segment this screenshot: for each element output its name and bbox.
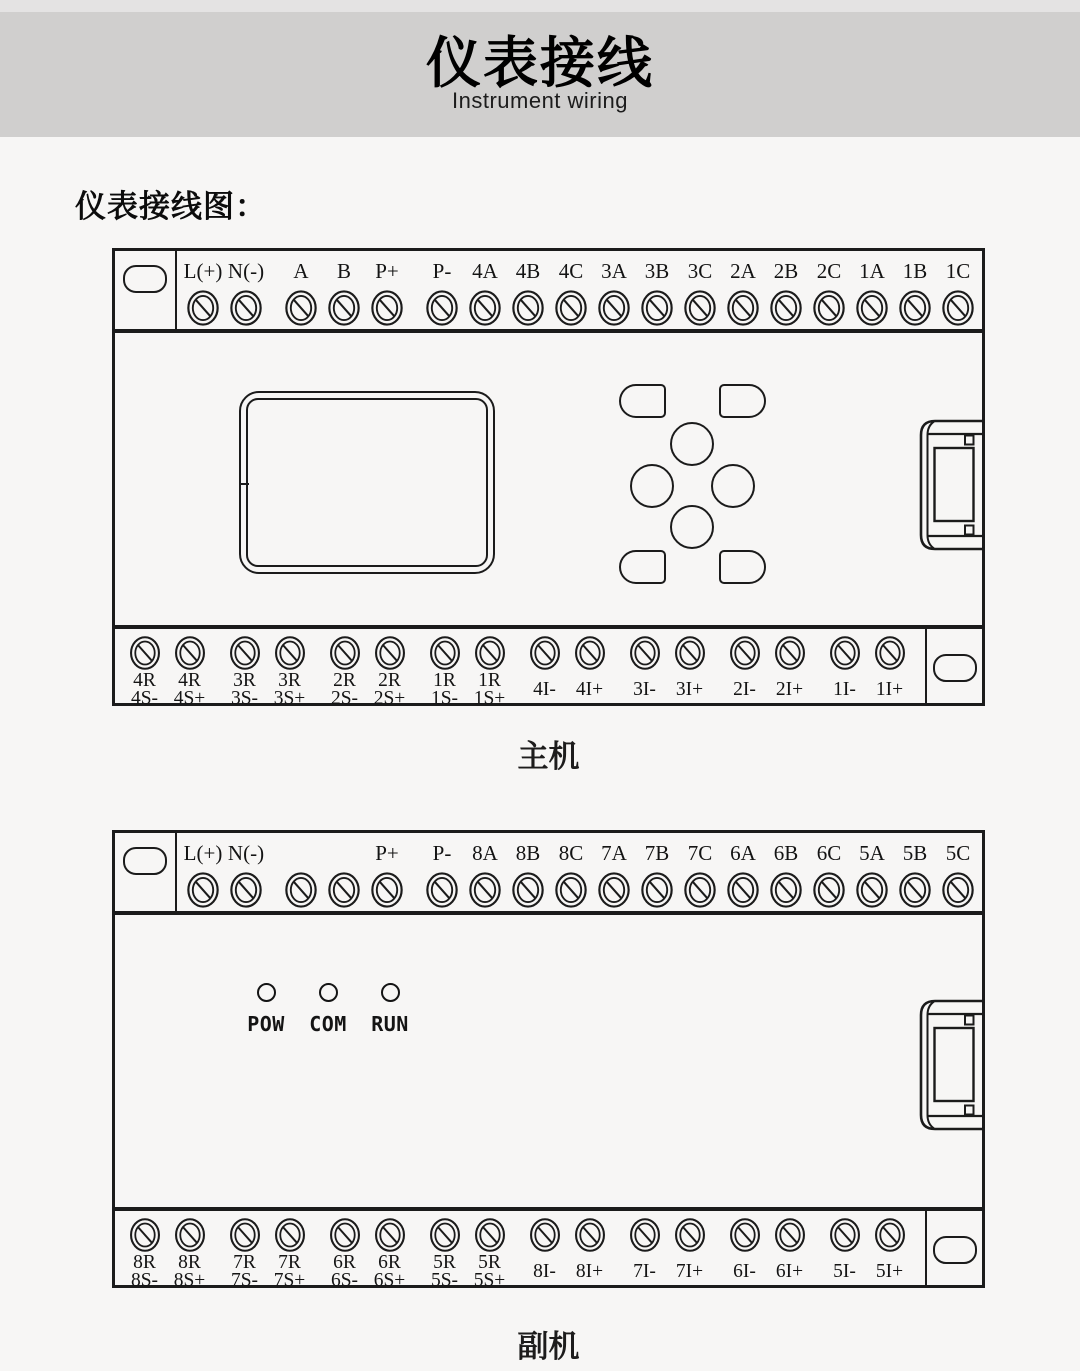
terminal-3B	[637, 256, 677, 327]
terminal-A	[281, 256, 321, 327]
terminal-label: 5A	[859, 841, 885, 865]
terminal-label: 2B	[773, 259, 799, 283]
screw-terminal-icon	[370, 871, 404, 909]
side-connector-icon	[919, 419, 985, 551]
terminal-label: 6C	[816, 841, 842, 865]
screw-terminal-icon	[597, 289, 631, 327]
terminal-label: 3I-	[633, 678, 656, 700]
screw-terminal-icon	[683, 289, 717, 327]
terminal-label: B	[336, 259, 351, 283]
terminal-7R/7S-	[222, 1214, 267, 1291]
screw-terminal-icon	[726, 289, 760, 327]
screw-terminal-icon	[812, 871, 846, 909]
led-pow	[235, 983, 297, 1036]
terminal-label: 5B	[902, 841, 928, 865]
terminal-label: L(+)	[183, 841, 223, 865]
screw-terminal-icon	[828, 1217, 862, 1253]
terminal-label: 4R 4S-	[130, 669, 159, 709]
terminal-label: 4I-	[533, 678, 556, 700]
mounting-hole-section	[115, 833, 177, 911]
terminal-6I+	[767, 1214, 812, 1291]
header-band	[0, 12, 1080, 137]
keypad-bottom-right-button	[719, 550, 766, 584]
screw-terminal-icon	[597, 871, 631, 909]
terminal-1C	[938, 256, 978, 327]
screw-terminal-icon	[173, 635, 207, 671]
secondary-unit-diagram	[112, 830, 985, 1291]
screw-terminal-icon	[855, 289, 889, 327]
screw-terminal-icon	[573, 635, 607, 671]
led-indicator-icon	[257, 983, 276, 1002]
terminal-label: 7R 7S-	[230, 1251, 259, 1291]
terminal-label: P-	[432, 259, 452, 283]
display-screen-inner	[246, 398, 488, 567]
terminal-5B	[895, 838, 935, 909]
led-run	[359, 983, 421, 1036]
screw-terminal-icon	[228, 635, 262, 671]
screw-terminal-icon	[898, 871, 932, 909]
terminal-label: 1A	[859, 259, 885, 283]
keypad-up-button	[670, 422, 714, 466]
terminal-label: 4I+	[575, 678, 604, 700]
terminal-label: 4B	[515, 259, 541, 283]
screw-terminal-icon	[873, 635, 907, 671]
mounting-hole-icon	[123, 847, 167, 875]
terminal-P+	[367, 838, 407, 909]
terminal-label: 6I+	[775, 1260, 804, 1282]
terminal-label: 1C	[945, 259, 971, 283]
screw-terminal-icon	[473, 1217, 507, 1253]
screw-terminal-icon	[228, 1217, 262, 1253]
terminal-label: 2A	[730, 259, 756, 283]
terminal-8C	[551, 838, 591, 909]
terminal-6C	[809, 838, 849, 909]
screw-terminal-icon	[229, 871, 263, 909]
screw-terminal-icon	[468, 289, 502, 327]
page-title: 仪表接线	[425, 31, 654, 94]
terminal-label: 7I+	[675, 1260, 704, 1282]
terminal-7R/7S+	[267, 1214, 312, 1291]
terminal-P-	[422, 256, 462, 327]
terminal-3I-	[622, 632, 667, 709]
bottom-terminal-row	[115, 629, 925, 709]
terminal-label: 7I-	[633, 1260, 656, 1282]
terminal-8B	[508, 838, 548, 909]
screw-terminal-icon	[273, 635, 307, 671]
main-unit-caption: 主机	[517, 739, 580, 774]
screw-terminal-icon	[898, 289, 932, 327]
terminal-label: 1B	[902, 259, 928, 283]
screw-terminal-icon	[373, 635, 407, 671]
terminal-label: 8I+	[575, 1260, 604, 1282]
terminal-1I+	[867, 632, 912, 709]
screw-terminal-icon	[728, 1217, 762, 1253]
screw-terminal-icon	[554, 289, 588, 327]
terminal-5C	[938, 838, 978, 909]
terminal-label: 7R 7S+	[273, 1251, 306, 1291]
terminal-6A	[723, 838, 763, 909]
terminal-label: L(+)	[183, 259, 223, 283]
screw-terminal-icon	[528, 1217, 562, 1253]
terminal-5I+	[867, 1214, 912, 1291]
terminal-4B	[508, 256, 548, 327]
terminal-label: 2R 2S-	[330, 669, 359, 709]
terminal-label: 8R 8S-	[130, 1251, 159, 1291]
terminal-label: 7B	[644, 841, 670, 865]
screw-terminal-icon	[328, 635, 362, 671]
screw-terminal-icon	[327, 871, 361, 909]
terminal-P+	[367, 256, 407, 327]
secondary-unit-caption: 副机	[517, 1329, 580, 1364]
screw-terminal-icon	[284, 289, 318, 327]
page-top-strip	[0, 0, 1080, 12]
terminal-label: 7C	[687, 841, 713, 865]
terminal-7C	[680, 838, 720, 909]
main-unit-body	[115, 333, 982, 625]
terminal-P-	[422, 838, 462, 909]
terminal-label: 3R 3S-	[230, 669, 259, 709]
screw-terminal-icon	[229, 289, 263, 327]
display-screen	[239, 391, 495, 574]
screw-terminal-icon	[473, 635, 507, 671]
mounting-hole-icon	[933, 1236, 977, 1264]
screw-terminal-icon	[769, 871, 803, 909]
terminal-8A	[465, 838, 505, 909]
terminal-label: 1R 1S+	[473, 669, 506, 709]
main-unit-diagram	[112, 248, 985, 709]
terminal-L(+)	[183, 838, 223, 909]
terminal-label: 6R 6S+	[373, 1251, 406, 1291]
screw-terminal-icon	[428, 635, 462, 671]
terminal-label: 3A	[601, 259, 627, 283]
screw-terminal-icon	[425, 289, 459, 327]
screw-terminal-icon	[428, 1217, 462, 1253]
main-bottom-terminal-strip	[115, 625, 982, 709]
status-led-row	[235, 983, 421, 1036]
mounting-hole-section	[925, 1211, 982, 1285]
screw-terminal-icon	[573, 1217, 607, 1253]
top-terminal-row	[177, 251, 982, 329]
terminal-label: P+	[375, 841, 399, 865]
screw-terminal-icon	[554, 871, 588, 909]
terminal-label: 6I-	[733, 1260, 756, 1282]
terminal-2R/2S+	[367, 632, 412, 709]
mounting-hole-section	[115, 251, 177, 329]
screw-terminal-icon	[273, 1217, 307, 1253]
secondary-unit-body	[115, 915, 982, 1207]
terminal-6R/6S-	[322, 1214, 367, 1291]
screw-terminal-icon	[941, 289, 975, 327]
screw-terminal-icon	[327, 289, 361, 327]
terminal-label: P+	[375, 259, 399, 283]
terminal-label: 5R 5S+	[473, 1251, 506, 1291]
terminal-2I-	[722, 632, 767, 709]
screw-terminal-icon	[511, 289, 545, 327]
screw-terminal-icon	[173, 1217, 207, 1253]
terminal-5R/5S-	[422, 1214, 467, 1291]
terminal-label: 5R 5S-	[430, 1251, 459, 1291]
terminal-label: 1R 1S-	[430, 669, 459, 709]
screw-terminal-icon	[640, 871, 674, 909]
terminal-4R/4S+	[167, 632, 212, 709]
screw-terminal-icon	[873, 1217, 907, 1253]
terminal-B	[324, 256, 364, 327]
screw-terminal-icon	[673, 1217, 707, 1253]
screw-terminal-icon	[128, 1217, 162, 1253]
keypad-top-right-button	[719, 384, 766, 418]
terminal-label: 1I+	[875, 678, 904, 700]
terminal-label: 4R 4S+	[173, 669, 206, 709]
screw-terminal-icon	[769, 289, 803, 327]
keypad-down-button	[670, 505, 714, 549]
terminal-8I-	[522, 1214, 567, 1291]
terminal-7I+	[667, 1214, 712, 1291]
terminal-label: 3R 3S+	[273, 669, 306, 709]
terminal-L(+)	[183, 256, 223, 327]
terminal-label: 8C	[558, 841, 584, 865]
led-indicator-icon	[319, 983, 338, 1002]
terminal-8R/8S+	[167, 1214, 212, 1291]
terminal-5I-	[822, 1214, 867, 1291]
keypad-right-button	[711, 464, 755, 508]
terminal-1B	[895, 256, 935, 327]
terminal-label: 7A	[601, 841, 627, 865]
screw-terminal-icon	[726, 871, 760, 909]
terminal-3I+	[667, 632, 712, 709]
bottom-terminal-row	[115, 1211, 925, 1291]
terminal-label: 2C	[816, 259, 842, 283]
secondary-bottom-terminal-strip	[115, 1207, 982, 1291]
terminal-6I-	[722, 1214, 767, 1291]
led-label: COM	[309, 1012, 347, 1036]
screw-terminal-icon	[683, 871, 717, 909]
terminal-8R/8S-	[122, 1214, 167, 1291]
terminal-2R/2S-	[322, 632, 367, 709]
terminal-label: 8R 8S+	[173, 1251, 206, 1291]
screw-terminal-icon	[640, 289, 674, 327]
led-label: POW	[247, 1012, 285, 1036]
terminal-label: 8B	[515, 841, 541, 865]
terminal-label: N(-)	[227, 841, 265, 865]
terminal-label: 1I-	[833, 678, 856, 700]
terminal-1A	[852, 256, 892, 327]
terminal-4C	[551, 256, 591, 327]
screw-terminal-icon	[728, 635, 762, 671]
screw-terminal-icon	[941, 871, 975, 909]
terminal-label: N(-)	[227, 259, 265, 283]
terminal-label: 3B	[644, 259, 670, 283]
terminal-2B	[766, 256, 806, 327]
led-com	[297, 983, 359, 1036]
screw-terminal-icon	[186, 871, 220, 909]
screw-terminal-icon	[528, 635, 562, 671]
secondary-top-terminal-strip	[115, 833, 982, 915]
screw-terminal-icon	[812, 289, 846, 327]
terminal-label: 6A	[730, 841, 756, 865]
terminal-label: A	[293, 259, 309, 283]
terminal-label: 2I+	[775, 678, 804, 700]
terminal-unlabeled	[281, 838, 321, 909]
led-label: RUN	[371, 1012, 409, 1036]
terminal-1R/1S+	[467, 632, 512, 709]
screw-terminal-icon	[773, 1217, 807, 1253]
terminal-2C	[809, 256, 849, 327]
led-indicator-icon	[381, 983, 400, 1002]
terminal-3A	[594, 256, 634, 327]
screw-terminal-icon	[186, 289, 220, 327]
screw-terminal-icon	[628, 635, 662, 671]
terminal-3R/3S-	[222, 632, 267, 709]
terminal-6R/6S+	[367, 1214, 412, 1291]
screw-terminal-icon	[855, 871, 889, 909]
screw-terminal-icon	[511, 871, 545, 909]
screw-terminal-icon	[828, 635, 862, 671]
screw-terminal-icon	[370, 289, 404, 327]
terminal-3C	[680, 256, 720, 327]
terminal-7B	[637, 838, 677, 909]
terminal-label: 2I-	[733, 678, 756, 700]
top-terminal-row	[177, 833, 982, 911]
screw-terminal-icon	[673, 635, 707, 671]
terminal-4A	[465, 256, 505, 327]
screw-terminal-icon	[773, 635, 807, 671]
keypad-top-left-button	[619, 384, 666, 418]
terminal-2A	[723, 256, 763, 327]
terminal-N(-)	[226, 256, 266, 327]
terminal-label: 5I+	[875, 1260, 904, 1282]
mounting-hole-icon	[123, 265, 167, 293]
mounting-hole-icon	[933, 654, 977, 682]
screw-terminal-icon	[425, 871, 459, 909]
terminal-3R/3S+	[267, 632, 312, 709]
terminal-5A	[852, 838, 892, 909]
terminal-label: P-	[432, 841, 452, 865]
side-connector-icon	[919, 999, 985, 1131]
terminal-label: 8I-	[533, 1260, 556, 1282]
display-tick-mark	[240, 483, 249, 485]
mounting-hole-section	[925, 629, 982, 703]
terminal-N(-)	[226, 838, 266, 909]
terminal-label: 6B	[773, 841, 799, 865]
screw-terminal-icon	[373, 1217, 407, 1253]
keypad-bottom-left-button	[619, 550, 666, 584]
terminal-label: 5C	[945, 841, 971, 865]
terminal-label: 4C	[558, 259, 584, 283]
screw-terminal-icon	[328, 1217, 362, 1253]
terminal-5R/5S+	[467, 1214, 512, 1291]
terminal-label: 3I+	[675, 678, 704, 700]
terminal-label: 3C	[687, 259, 713, 283]
page-subtitle: Instrument wiring	[451, 88, 628, 114]
terminal-1R/1S-	[422, 632, 467, 709]
screw-terminal-icon	[468, 871, 502, 909]
terminal-label: 8A	[472, 841, 498, 865]
terminal-7I-	[622, 1214, 667, 1291]
terminal-8I+	[567, 1214, 612, 1291]
main-top-terminal-strip	[115, 251, 982, 333]
screw-terminal-icon	[628, 1217, 662, 1253]
terminal-6B	[766, 838, 806, 909]
screw-terminal-icon	[128, 635, 162, 671]
terminal-4I-	[522, 632, 567, 709]
keypad-left-button	[630, 464, 674, 508]
terminal-unlabeled	[324, 838, 364, 909]
terminal-2I+	[767, 632, 812, 709]
terminal-1I-	[822, 632, 867, 709]
section-heading: 仪表接线图：	[75, 189, 267, 224]
screw-terminal-icon	[284, 871, 318, 909]
terminal-label: 2R 2S+	[373, 669, 406, 709]
terminal-label: 6R 6S-	[330, 1251, 359, 1291]
terminal-label: 5I-	[833, 1260, 856, 1282]
terminal-4I+	[567, 632, 612, 709]
terminal-7A	[594, 838, 634, 909]
terminal-4R/4S-	[122, 632, 167, 709]
terminal-label: 4A	[472, 259, 498, 283]
